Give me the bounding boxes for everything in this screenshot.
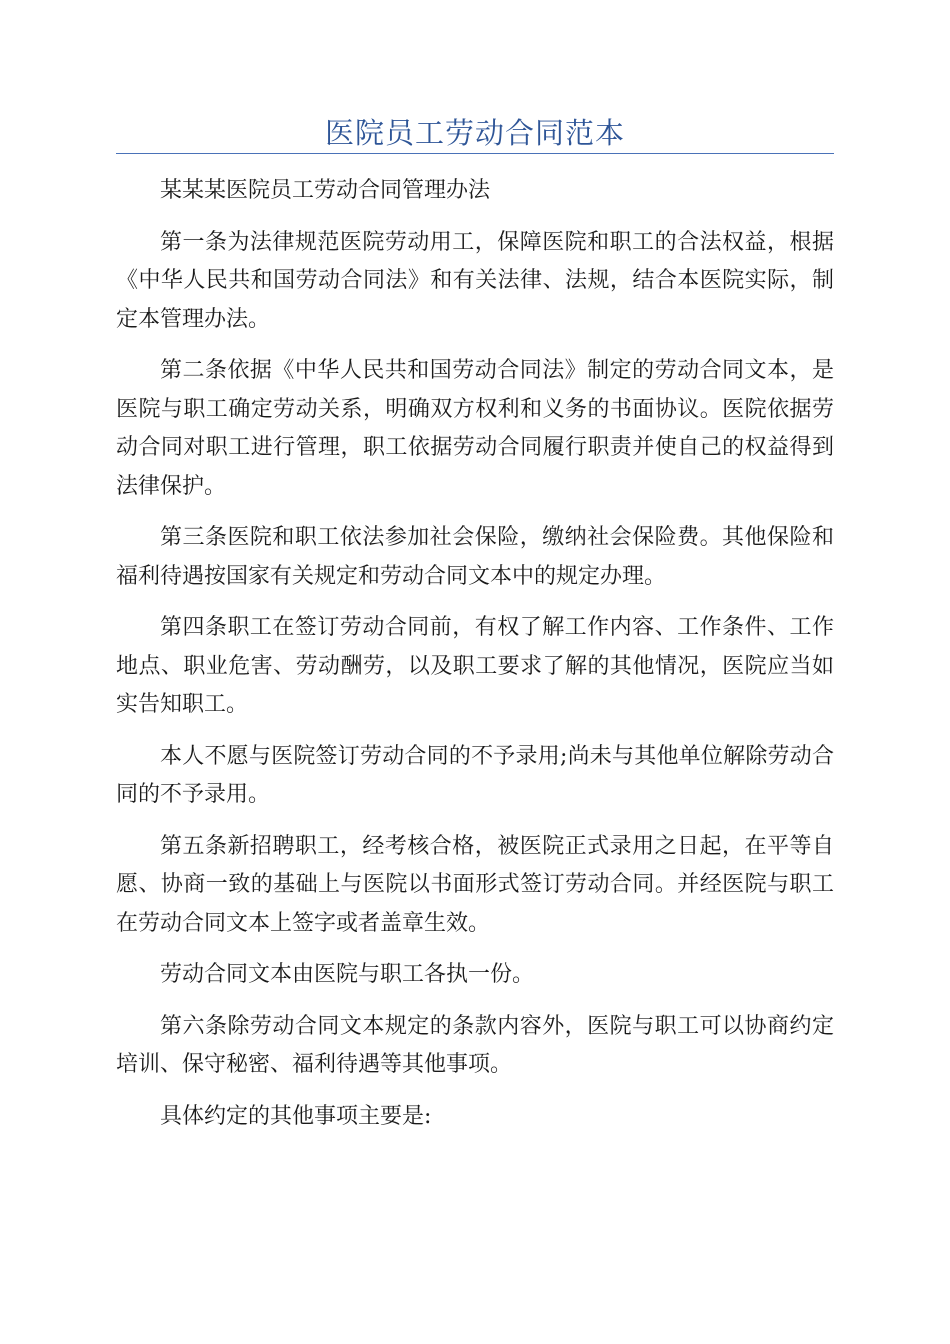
paragraph-article-2: 第二条依据《中华人民共和国劳动合同法》制定的劳动合同文本，是医院与职工确定劳动关系，明确双方权利和义务的书面协议。医院依据劳动合同对职工进行管理，职工依据劳动合同履行职责并使自己的权益得到法律保护。 [116,358,834,499]
paragraph-article-4: 第四条职工在签订劳动合同前，有权了解工作内容、工作条件、工作地点、职业危害、劳动酬劳，以及职工要求了解的其他情况，医院应当如实告知职工。 [116,615,834,717]
paragraph-heading: 某某某医院员工劳动合同管理办法 [160,178,491,203]
paragraph-article-5: 第五条新招聘职工，经考核合格，被医院正式录用之日起，在平等自愿、协商一致的基础上与医院以书面形式签订劳动合同。并经医院与职工在劳动合同文本上签字或者盖章生效。 [116,833,834,936]
document-title: 医院员工劳动合同范本 [324,116,625,150]
paragraph-article-5-note: 劳动合同文本由医院与职工各执一份。 [160,962,535,987]
paragraph-article-6: 第六条除劳动合同文本规定的条款内容外，医院与职工可以协商约定培训、保守秘密、福利待遇等其他事项。 [116,1013,834,1077]
paragraph-article-4-note: 本人不愿与医院签订劳动合同的不予录用;尚未与其他单位解除劳动合同的不予录用。 [116,743,834,807]
document-body [116,172,834,1149]
paragraph-other-matters: 具体约定的其他事项主要是: [160,1103,432,1129]
paragraph-article-1: 第一条为法律规范医院劳动用工，保障医院和职工的合法权益，根据《中华人民共和国劳动合同法》和有关法律、法规，结合本医院实际，制定本管理办法。 [116,229,834,332]
title-underline [116,153,834,154]
paragraph-article-3: 第三条医院和职工依法参加社会保险，缴纳社会保险费。其他保险和福利待遇按国家有关规定和劳动合同文本中的规定办理。 [116,525,834,589]
